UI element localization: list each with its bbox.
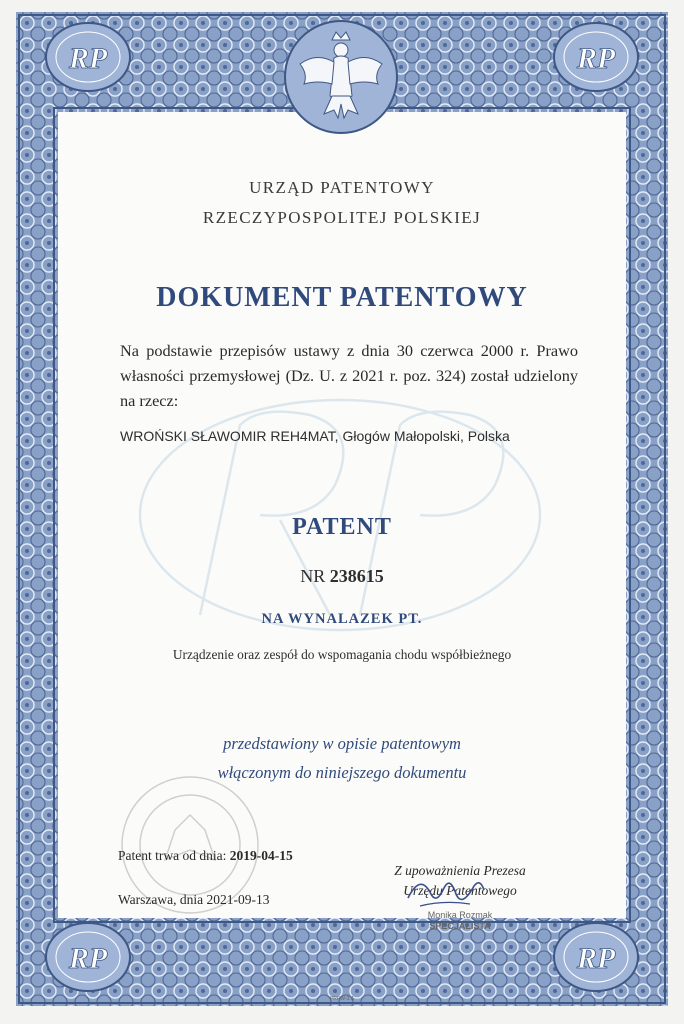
duration-date: 2019-04-15: [229, 848, 293, 863]
corner-monogram: RP: [68, 42, 108, 75]
corner-medallion-top-left-icon: [44, 20, 132, 94]
patent-duration: [118, 848, 293, 864]
stamp-role: SPECJALISTA: [429, 921, 491, 931]
corner-medallion-bottom-right-icon: [552, 920, 640, 994]
corner-medallion-top-right-icon: [552, 20, 640, 94]
document-title: DOKUMENT PATENTOWY: [156, 282, 528, 313]
issuer-line-2: RZECZYPOSPOLITEJ POLSKIEJ: [202, 208, 482, 227]
invention-label: NA WYNALAZEK PT.: [261, 611, 423, 627]
place-and-date: Warszawa, dnia 2021-09-13: [118, 892, 270, 907]
corner-medallion-bottom-left-icon: [44, 920, 132, 994]
patent-number-line: [0, 566, 684, 587]
corner-monogram: RP: [576, 42, 616, 75]
corner-monogram: RP: [68, 942, 108, 975]
patent-heading: PATENT: [292, 514, 392, 540]
authorization-line-1: Z upoważnienia Prezesa: [394, 863, 526, 878]
described-line-2: włączonym do niniejszego dokumentu: [217, 763, 467, 782]
patent-holder: WROŃSKI SŁAWOMIR REH4MAT, Głogów Małopolski, Polska: [120, 428, 510, 444]
stamp-name: Monika Rozmak: [427, 910, 493, 920]
crowned-eagle-emblem-icon: [282, 18, 400, 136]
authorization-line-2: Urzędu Patentowego: [403, 883, 517, 898]
described-line-1: przedstawiony w opisie patentowym: [223, 734, 461, 753]
form-code: PRPW-3.A: [329, 996, 355, 1002]
duration-label: Patent trwa od dnia:: [118, 848, 227, 863]
invention-title: Urządzenie oraz zespół do wspomagania chodu współbieżnego: [172, 647, 512, 662]
patent-number: 238615: [329, 566, 384, 586]
patent-number-prefix: NR: [300, 566, 326, 586]
corner-monogram: RP: [576, 942, 616, 975]
issuer-line-1: URZĄD PATENTOWY: [249, 178, 435, 197]
legal-basis-paragraph: Na podstawie przepisów ustawy z dnia 30 czerwca 2000 r. Prawo własności przemysłowej (Dz. U. z 2021 r. poz. 324) został udzielony na rzecz:: [120, 341, 578, 410]
